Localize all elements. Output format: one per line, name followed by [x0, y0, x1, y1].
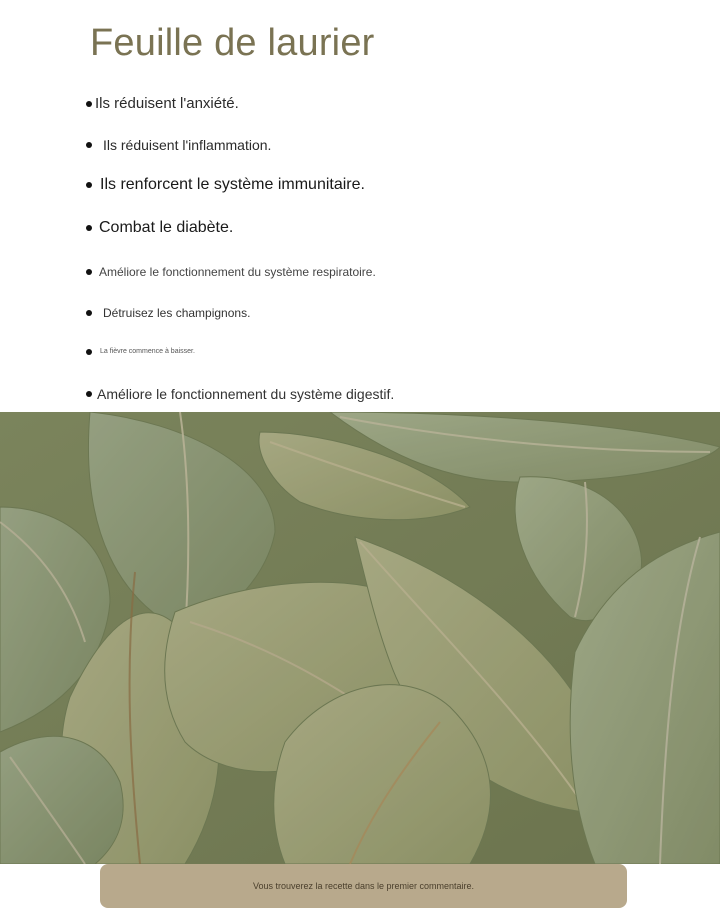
- benefit-text: Ils renforcent le système immunitaire.: [100, 176, 365, 193]
- benefit-text: Améliore le fonctionnement du système respiratoire.: [99, 265, 376, 279]
- bullet-icon: [86, 391, 92, 397]
- benefit-text: La fièvre commence à baisser.: [100, 348, 195, 355]
- bay-leaves-photo: [0, 412, 720, 864]
- bullet-icon: [86, 310, 92, 316]
- benefit-text: Combat le diabète.: [99, 219, 234, 236]
- benefit-item: [86, 386, 394, 402]
- bay-leaves-illustration: [0, 412, 720, 864]
- benefit-item: [86, 137, 271, 153]
- page-title: Feuille de laurier: [90, 22, 375, 64]
- bullet-icon: [86, 182, 92, 188]
- bullet-icon: [86, 225, 92, 231]
- benefit-item: [86, 265, 376, 279]
- benefit-item: [86, 176, 365, 194]
- bullet-icon: [86, 349, 92, 355]
- benefit-item: [86, 219, 233, 237]
- benefit-item: [86, 95, 239, 112]
- benefit-text: Ils réduisent l'inflammation.: [103, 137, 272, 153]
- bullet-icon: [86, 269, 92, 275]
- footer-text: Vous trouverez la recette dans le premier commentaire.: [252, 881, 475, 891]
- benefit-text: Ils réduisent l'anxiété.: [95, 95, 239, 112]
- benefit-text: Détruisez les champignons.: [103, 306, 251, 320]
- shadow-overlay: [0, 412, 720, 864]
- bullet-icon: [86, 101, 92, 107]
- benefits-list: [0, 0, 720, 412]
- bullet-icon: [86, 142, 92, 148]
- footer-banner: [100, 864, 627, 908]
- benefit-item: [86, 306, 250, 320]
- benefit-text: Améliore le fonctionnement du système digestif.: [97, 386, 395, 402]
- header-area: [0, 0, 720, 412]
- benefit-item: [86, 348, 195, 355]
